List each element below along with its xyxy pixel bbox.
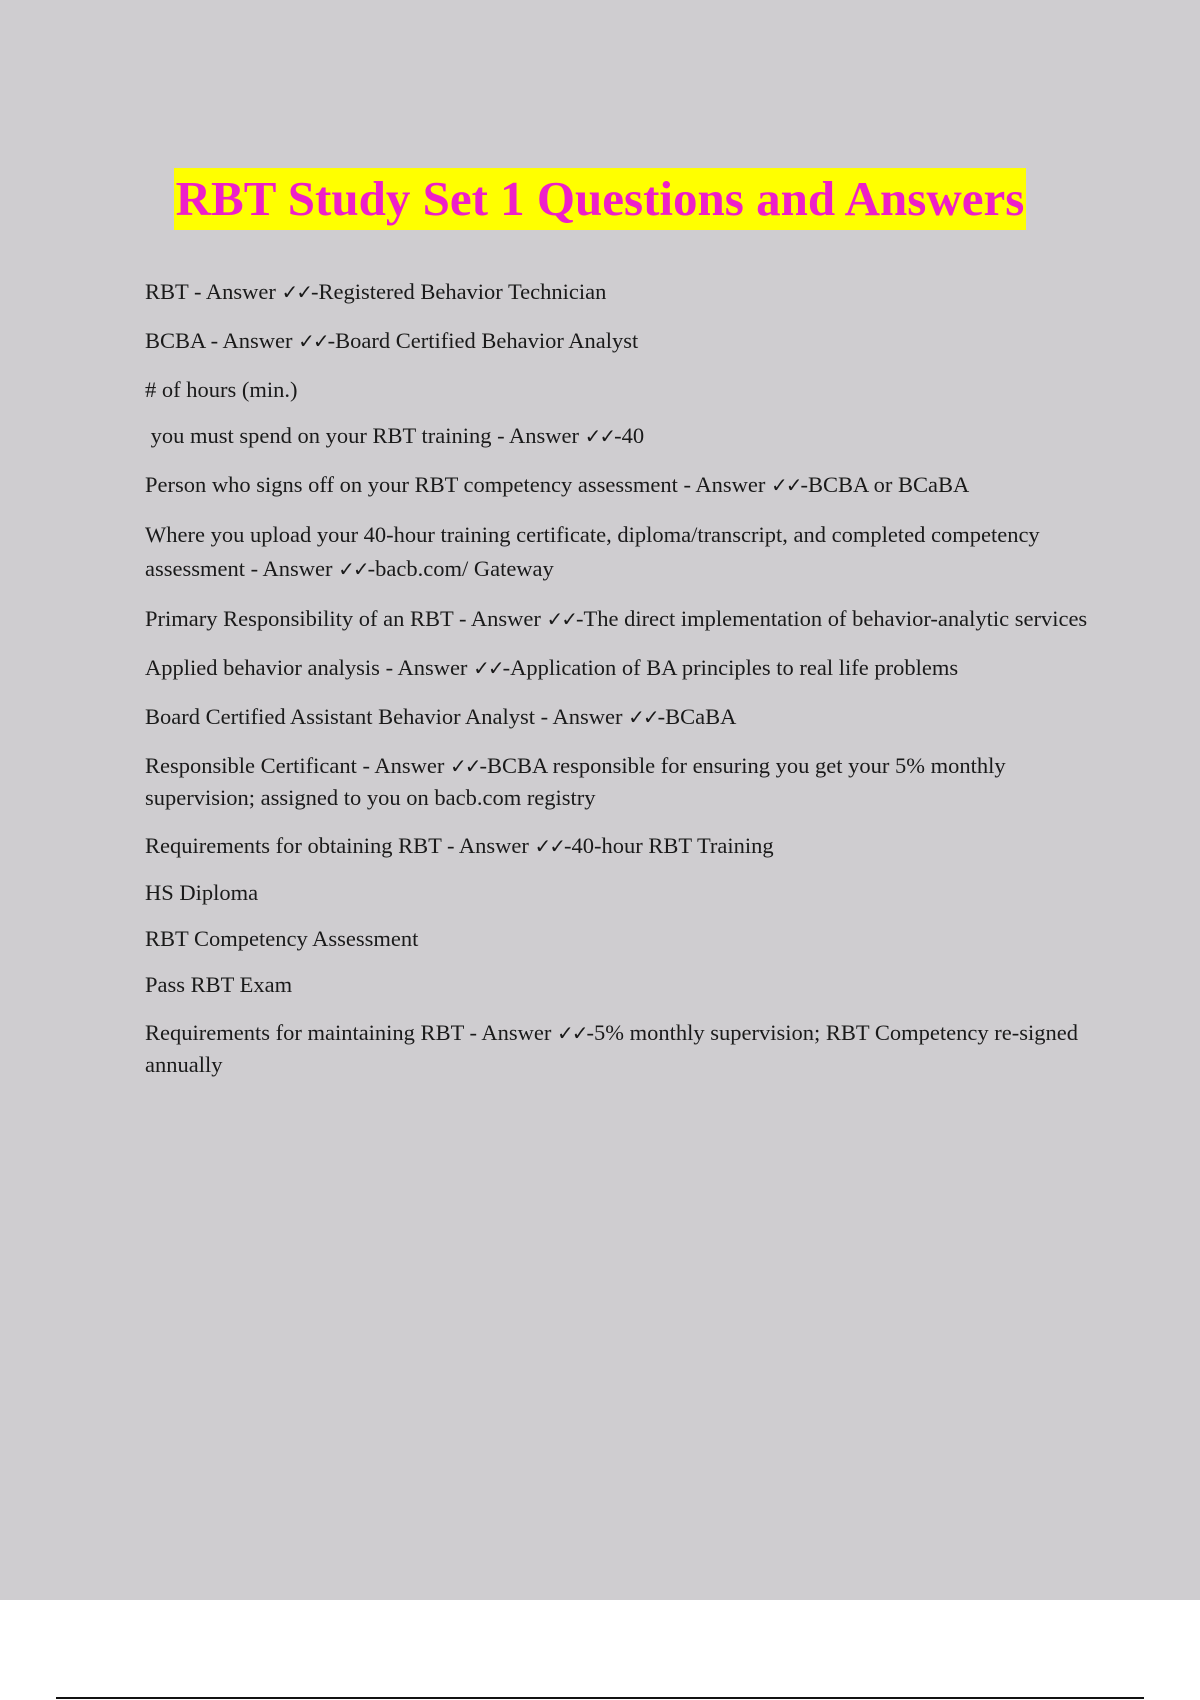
- qa-entry: [145, 469, 1095, 501]
- double-check-icon: ✓✓: [281, 280, 311, 304]
- qa-answer: -BCBA responsible for ensuring you get your 5% monthly supervision; assigned to you on bacb.com registry: [145, 753, 1006, 810]
- qa-question: Requirements for obtaining RBT - Answer: [145, 833, 535, 858]
- double-check-icon: ✓✓: [546, 607, 576, 631]
- double-check-icon: ✓✓: [298, 329, 328, 353]
- document-title: RBT Study Set 1 Questions and Answers: [174, 168, 1027, 230]
- qa-entry: [145, 603, 1095, 635]
- qa-question: # of hours (min.): [145, 377, 298, 402]
- qa-answer: -Registered Behavior Technician: [310, 279, 607, 304]
- qa-entry: [145, 969, 1095, 1000]
- qa-answer: -BCaBA: [657, 704, 737, 729]
- qa-answer: -40: [614, 423, 645, 448]
- double-check-icon: ✓✓: [449, 754, 480, 778]
- qa-question: BCBA - Answer: [145, 328, 299, 353]
- qa-entry: [145, 1017, 1095, 1080]
- qa-question: RBT Competency Assessment: [145, 926, 419, 951]
- qa-question: Pass RBT Exam: [145, 972, 293, 997]
- qa-answer: -The direct implementation of behavior-analytic services: [575, 606, 1088, 631]
- qa-question: Primary Responsibility of an RBT - Answer: [145, 606, 547, 631]
- double-check-icon: ✓✓: [534, 834, 565, 858]
- qa-answer: -Board Certified Behavior Analyst: [327, 328, 639, 353]
- qa-question: Where you upload your 40-hour training certificate, diploma/transcript, and completed competency assessment - Answer: [145, 522, 1040, 581]
- qa-entry: [145, 830, 1095, 862]
- qa-question: Requirements for maintaining RBT - Answer: [145, 1020, 558, 1045]
- qa-question: HS Diploma: [145, 880, 259, 905]
- qa-question: Applied behavior analysis - Answer: [145, 655, 474, 680]
- double-check-icon: ✓✓: [770, 473, 801, 497]
- qa-answer: -bacb.com/ Gateway: [367, 556, 554, 581]
- double-check-icon: ✓✓: [628, 705, 658, 729]
- qa-answer: -5% monthly supervision; RBT Competency re-signed annually: [145, 1020, 1078, 1077]
- qa-entry: [145, 701, 1095, 733]
- qa-question: Board Certified Assistant Behavior Analyst - Answer: [145, 704, 629, 729]
- qa-entry: [145, 923, 1095, 954]
- double-check-icon: ✓✓: [557, 1021, 587, 1045]
- qa-question: you must spend on your RBT training - Answer: [145, 423, 585, 448]
- qa-list: [145, 276, 1095, 1097]
- double-check-icon: ✓✓: [338, 557, 368, 581]
- qa-answer: -BCBA or BCaBA: [800, 472, 970, 497]
- double-check-icon: ✓✓: [584, 424, 615, 448]
- footer-divider: [56, 1697, 1144, 1699]
- qa-answer: -40-hour RBT Training: [564, 833, 774, 858]
- qa-entry: [145, 276, 1095, 308]
- qa-question: RBT - Answer: [145, 279, 282, 304]
- qa-entry: [145, 750, 1095, 813]
- qa-entry: [145, 374, 1095, 405]
- qa-question: Responsible Certificant - Answer: [145, 753, 450, 778]
- qa-entry: [145, 652, 1095, 684]
- qa-question: Person who signs off on your RBT competency assessment - Answer: [145, 472, 771, 497]
- qa-entry: [145, 877, 1095, 908]
- title-container: [0, 168, 1200, 230]
- double-check-icon: ✓✓: [473, 656, 503, 680]
- qa-entry: [145, 518, 1095, 586]
- qa-answer: -Application of BA principles to real life problems: [502, 655, 959, 680]
- qa-entry: [145, 325, 1095, 357]
- qa-entry: [145, 420, 1095, 452]
